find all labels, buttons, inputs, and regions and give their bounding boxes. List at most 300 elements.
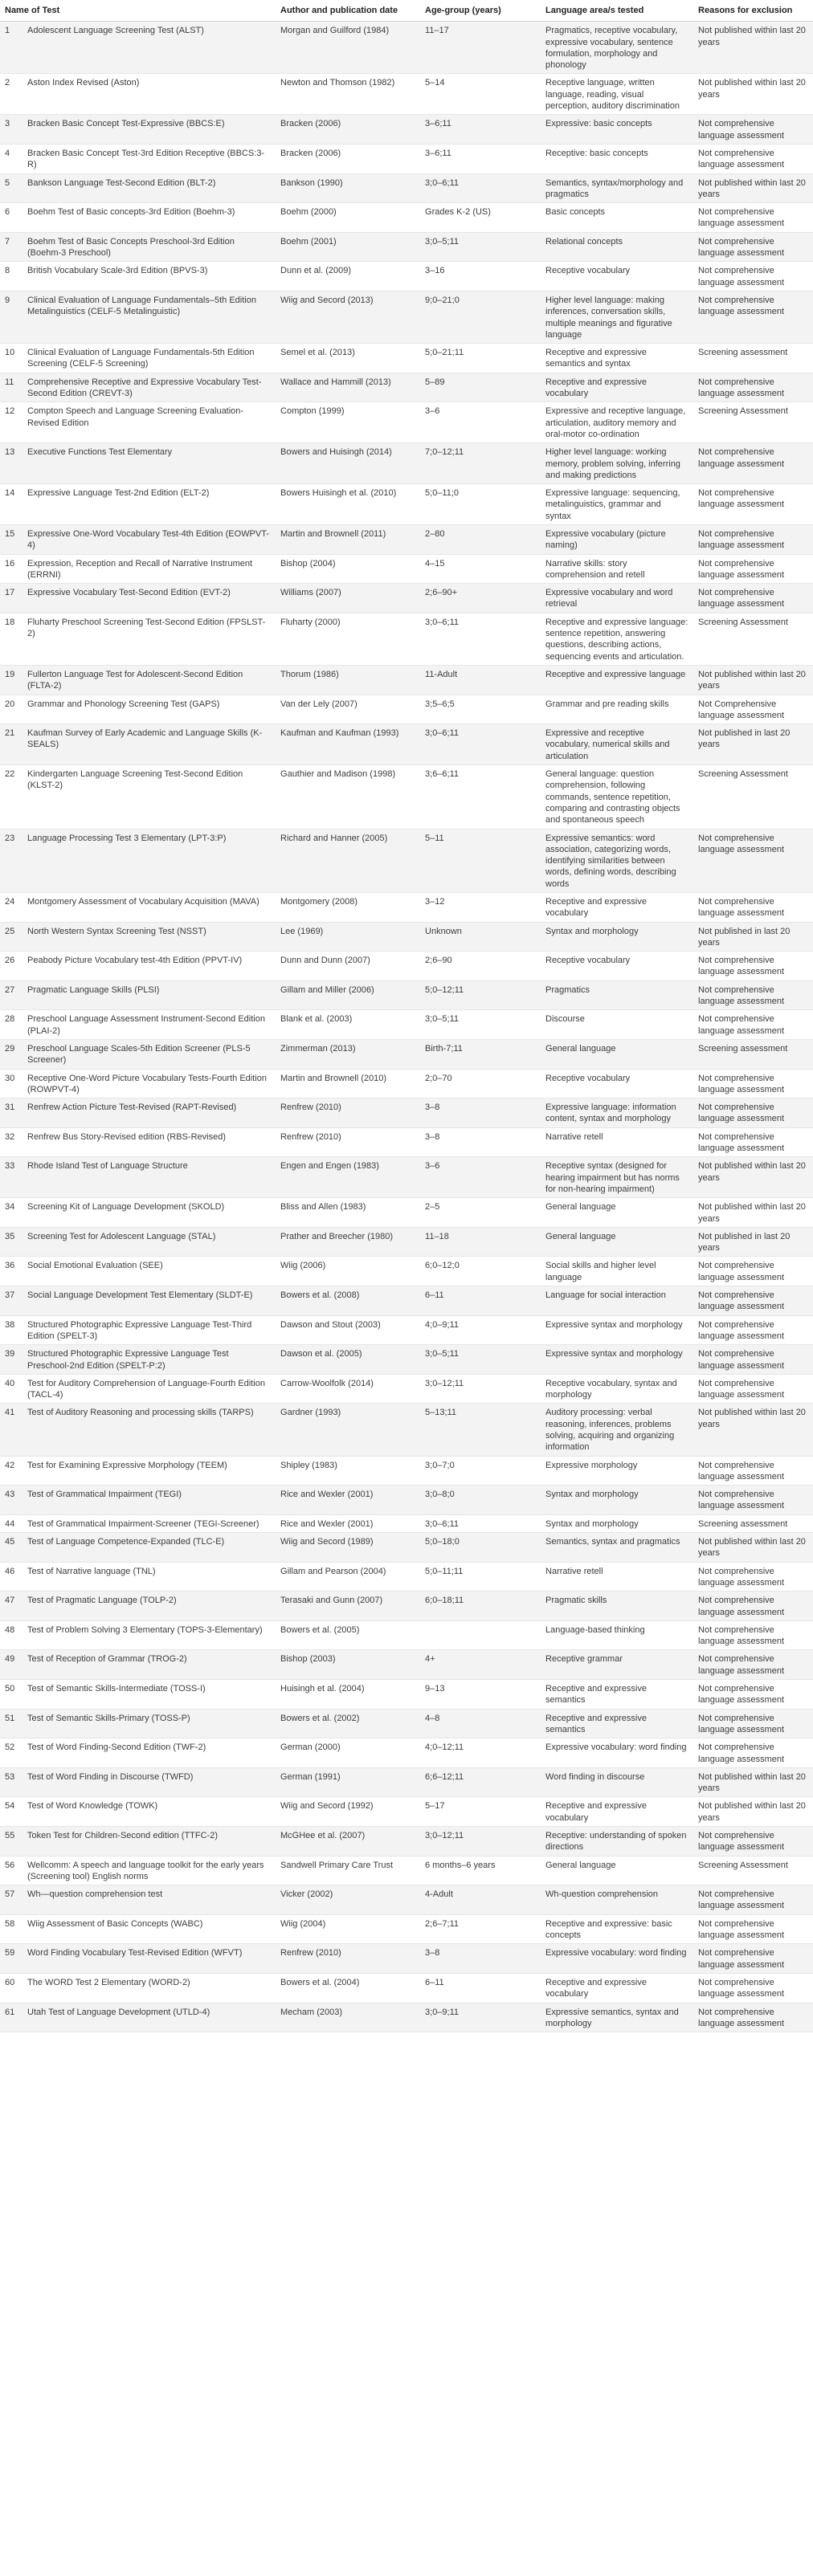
- exclusion-reason-cell: Not comprehensive language assessment: [693, 1973, 813, 2003]
- language-area-cell: Pragmatics, receptive vocabulary, expressive vocabulary, sentence formulation, morphology and phonology: [541, 22, 693, 74]
- language-area-cell: Receptive and expressive semantics and syntax: [541, 344, 693, 373]
- row-number-cell: 58: [0, 1914, 22, 1944]
- row-number-cell: 50: [0, 1680, 22, 1710]
- exclusion-reason-cell: Not comprehensive language assessment: [693, 584, 813, 613]
- table-row: [0, 344, 813, 373]
- row-number-cell: 38: [0, 1315, 22, 1345]
- row-number-cell: 12: [0, 402, 22, 443]
- row-number-cell: 23: [0, 829, 22, 892]
- table-row: [0, 1404, 813, 1456]
- exclusion-reason-cell: Not published in last 20 years: [693, 922, 813, 952]
- exclusion-reason-cell: Not comprehensive language assessment: [693, 1738, 813, 1768]
- language-area-cell: Narrative retell: [541, 1127, 693, 1157]
- age-group-cell: 6;0–12;0: [420, 1257, 541, 1286]
- language-area-cell: Grammar and pre reading skills: [541, 695, 693, 724]
- language-area-cell: Receptive and expressive language: sentence repetition, answering questions, describing actions, sequencing events and articulation.: [541, 613, 693, 665]
- author-date-cell: Mecham (2003): [276, 2003, 420, 2032]
- language-area-cell: Expressive morphology: [541, 1456, 693, 1486]
- exclusion-reason-cell: Not comprehensive language assessment: [693, 1010, 813, 1040]
- age-group-cell: 3–8: [420, 1944, 541, 1974]
- age-group-cell: 3–16: [420, 262, 541, 291]
- language-area-cell: Discourse: [541, 1010, 693, 1040]
- test-name-cell: Wh—question comprehension test: [22, 1885, 276, 1915]
- author-date-cell: Renfrew (2010): [276, 1944, 420, 1974]
- table-row: [0, 554, 813, 584]
- test-name-cell: Clinical Evaluation of Language Fundamentals–5th Edition Metalinguistics (CELF-5 Metalinguistic): [22, 291, 276, 343]
- table-row: [0, 1650, 813, 1680]
- exclusion-reason-cell: Not published in last 20 years: [693, 1227, 813, 1257]
- exclusion-reason-cell: Not comprehensive language assessment: [693, 1257, 813, 1286]
- language-area-cell: Expressive language: information content, syntax and morphology: [541, 1098, 693, 1128]
- table-row: [0, 1680, 813, 1710]
- header-language-area: Language area/s tested: [541, 0, 693, 22]
- author-date-cell: Wiig and Secord (2013): [276, 291, 420, 343]
- table-row: [0, 613, 813, 665]
- row-number-cell: 14: [0, 484, 22, 525]
- test-name-cell: Clinical Evaluation of Language Fundamentals-5th Edition Screening (CELF-5 Screening): [22, 344, 276, 373]
- age-group-cell: 3;0–5;11: [420, 232, 541, 262]
- test-name-cell: Test of Word Finding-Second Edition (TWF-2): [22, 1738, 276, 1768]
- table-row: [0, 1797, 813, 1827]
- author-date-cell: Terasaki and Gunn (2007): [276, 1592, 420, 1621]
- table-row: [0, 1227, 813, 1257]
- table-row: [0, 1098, 813, 1128]
- author-date-cell: Zimmerman (2013): [276, 1039, 420, 1069]
- test-name-cell: Test of Semantic Skills-Primary (TOSS-P): [22, 1709, 276, 1738]
- language-area-cell: Expressive vocabulary (picture naming): [541, 524, 693, 554]
- exclusion-reason-cell: Not comprehensive language assessment: [693, 1456, 813, 1486]
- test-name-cell: Test of Grammatical Impairment-Screener (TEGI-Screener): [22, 1514, 276, 1532]
- exclusion-reason-cell: Not published within last 20 years: [693, 173, 813, 203]
- exclusion-reason-cell: Not comprehensive language assessment: [693, 893, 813, 923]
- author-date-cell: German (1991): [276, 1767, 420, 1797]
- author-date-cell: Richard and Hanner (2005): [276, 829, 420, 892]
- language-area-cell: Receptive and expressive vocabulary: [541, 1973, 693, 2003]
- author-date-cell: Bankson (1990): [276, 173, 420, 203]
- exclusion-reason-cell: Not comprehensive language assessment: [693, 1345, 813, 1375]
- header-reasons: Reasons for exclusion: [693, 0, 813, 22]
- table-row: [0, 524, 813, 554]
- row-number-cell: 28: [0, 1010, 22, 1040]
- exclusion-reason-cell: Not comprehensive language assessment: [693, 2003, 813, 2032]
- author-date-cell: Dawson et al. (2005): [276, 1345, 420, 1375]
- age-group-cell: 3;0–12;11: [420, 1827, 541, 1857]
- language-area-cell: Language-based thinking: [541, 1620, 693, 1650]
- exclusion-reason-cell: Not comprehensive language assessment: [693, 232, 813, 262]
- author-date-cell: Shipley (1983): [276, 1456, 420, 1486]
- language-area-cell: Receptive and expressive semantics: [541, 1680, 693, 1710]
- row-number-cell: 22: [0, 765, 22, 829]
- test-name-cell: Expressive Vocabulary Test-Second Edition (EVT-2): [22, 584, 276, 613]
- language-area-cell: Semantics, syntax and pragmatics: [541, 1533, 693, 1563]
- test-name-cell: Test of Semantic Skills-Intermediate (TOSS-I): [22, 1680, 276, 1710]
- author-date-cell: Morgan and Guilford (1984): [276, 22, 420, 74]
- author-date-cell: Bishop (2003): [276, 1650, 420, 1680]
- row-number-cell: 17: [0, 584, 22, 613]
- language-area-cell: Higher level language: working memory, problem solving, inferring and making predictions: [541, 443, 693, 484]
- row-number-cell: 61: [0, 2003, 22, 2032]
- language-area-cell: Receptive and expressive language: [541, 665, 693, 695]
- author-date-cell: Gillam and Pearson (2004): [276, 1562, 420, 1592]
- exclusion-reason-cell: Not comprehensive language assessment: [693, 262, 813, 291]
- age-group-cell: 4–15: [420, 554, 541, 584]
- row-number-cell: 30: [0, 1069, 22, 1098]
- row-number-cell: 51: [0, 1709, 22, 1738]
- test-name-cell: British Vocabulary Scale-3rd Edition (BPVS-3): [22, 262, 276, 291]
- test-name-cell: Structured Photographic Expressive Language Test Preschool-2nd Edition (SPELT-P:2): [22, 1345, 276, 1375]
- test-name-cell: Peabody Picture Vocabulary test-4th Edition (PPVT-IV): [22, 952, 276, 981]
- language-area-cell: Receptive language, written language, reading, visual perception, auditory discrimination: [541, 74, 693, 115]
- header-row: [0, 0, 813, 22]
- table-row: [0, 144, 813, 173]
- header-name-of-test: Name of Test: [0, 0, 276, 22]
- test-name-cell: Kaufman Survey of Early Academic and Language Skills (K-SEALS): [22, 724, 276, 765]
- table-row: [0, 203, 813, 233]
- test-name-cell: Compton Speech and Language Screening Evaluation-Revised Edition: [22, 402, 276, 443]
- table-row: [0, 1198, 813, 1228]
- author-date-cell: Wiig (2006): [276, 1257, 420, 1286]
- table-row: [0, 402, 813, 443]
- language-area-cell: Relational concepts: [541, 232, 693, 262]
- test-name-cell: Expressive Language Test-2nd Edition (ELT-2): [22, 484, 276, 525]
- table-row: [0, 74, 813, 115]
- test-name-cell: Comprehensive Receptive and Expressive Vocabulary Test-Second Edition (CREVT-3): [22, 373, 276, 402]
- test-name-cell: Kindergarten Language Screening Test-Second Edition (KLST-2): [22, 765, 276, 829]
- age-group-cell: 9–13: [420, 1680, 541, 1710]
- table-body: [0, 22, 813, 2032]
- table-row: [0, 232, 813, 262]
- language-area-cell: Expressive vocabulary: word finding: [541, 1944, 693, 1974]
- author-date-cell: Thorum (1986): [276, 665, 420, 695]
- language-area-cell: Expressive and receptive vocabulary, numerical skills and articulation: [541, 724, 693, 765]
- author-date-cell: Compton (1999): [276, 402, 420, 443]
- age-group-cell: 3;0–12;11: [420, 1374, 541, 1404]
- age-group-cell: 2;0–70: [420, 1069, 541, 1098]
- author-date-cell: Gillam and Miller (2006): [276, 980, 420, 1010]
- author-date-cell: Newton and Thomson (1982): [276, 74, 420, 115]
- table-row: [0, 443, 813, 484]
- test-name-cell: Boehm Test of Basic Concepts Preschool-3rd Edition (Boehm-3 Preschool): [22, 232, 276, 262]
- author-date-cell: Gardner (1993): [276, 1404, 420, 1456]
- language-area-cell: Receptive: basic concepts: [541, 144, 693, 173]
- test-name-cell: Wiig Assessment of Basic Concepts (WABC): [22, 1914, 276, 1944]
- table-row: [0, 1039, 813, 1069]
- author-date-cell: Gauthier and Madison (1998): [276, 765, 420, 829]
- exclusion-reason-cell: Screening Assessment: [693, 613, 813, 665]
- language-area-cell: Narrative skills: story comprehension and retell: [541, 554, 693, 584]
- test-name-cell: Expression, Reception and Recall of Narrative Instrument (ERRNI): [22, 554, 276, 584]
- age-group-cell: 3–8: [420, 1127, 541, 1157]
- age-group-cell: 5–89: [420, 373, 541, 402]
- author-date-cell: Boehm (2000): [276, 203, 420, 233]
- language-area-cell: General language: [541, 1227, 693, 1257]
- table-row: [0, 1562, 813, 1592]
- test-name-cell: Test of Pragmatic Language (TOLP-2): [22, 1592, 276, 1621]
- row-number-cell: 33: [0, 1157, 22, 1198]
- row-number-cell: 41: [0, 1404, 22, 1456]
- exclusion-reason-cell: Not comprehensive language assessment: [693, 115, 813, 145]
- test-name-cell: Bracken Basic Concept Test-Expressive (BBCS:E): [22, 115, 276, 145]
- age-group-cell: 4+: [420, 1650, 541, 1680]
- row-number-cell: 57: [0, 1885, 22, 1915]
- table-row: [0, 980, 813, 1010]
- table-row: [0, 1456, 813, 1486]
- table-row: [0, 1315, 813, 1345]
- author-date-cell: Bowers et al. (2008): [276, 1286, 420, 1316]
- age-group-cell: 6–11: [420, 1286, 541, 1316]
- language-area-cell: Social skills and higher level language: [541, 1257, 693, 1286]
- language-area-cell: Syntax and morphology: [541, 1486, 693, 1515]
- table-row: [0, 1374, 813, 1404]
- row-number-cell: 2: [0, 74, 22, 115]
- row-number-cell: 5: [0, 173, 22, 203]
- language-area-cell: Pragmatics: [541, 980, 693, 1010]
- test-name-cell: Wellcomm: A speech and language toolkit for the early years (Screening tool) English norms: [22, 1856, 276, 1885]
- row-number-cell: 31: [0, 1098, 22, 1128]
- author-date-cell: Bishop (2004): [276, 554, 420, 584]
- row-number-cell: 32: [0, 1127, 22, 1157]
- exclusion-reason-cell: Not comprehensive language assessment: [693, 484, 813, 525]
- author-date-cell: Carrow-Woolfolk (2014): [276, 1374, 420, 1404]
- author-date-cell: Vicker (2002): [276, 1885, 420, 1915]
- test-name-cell: Bracken Basic Concept Test-3rd Edition Receptive (BBCS:3-R): [22, 144, 276, 173]
- row-number-cell: 25: [0, 922, 22, 952]
- author-date-cell: Montgomery (2008): [276, 893, 420, 923]
- exclusion-reason-cell: Not comprehensive language assessment: [693, 524, 813, 554]
- test-name-cell: Test of Language Competence-Expanded (TLC-E): [22, 1533, 276, 1563]
- exclusion-reason-cell: Not published within last 20 years: [693, 1157, 813, 1198]
- test-name-cell: Pragmatic Language Skills (PLSI): [22, 980, 276, 1010]
- age-group-cell: 3;0–5;11: [420, 1345, 541, 1375]
- age-group-cell: 2;6–7;11: [420, 1914, 541, 1944]
- exclusion-reason-cell: Not comprehensive language assessment: [693, 1286, 813, 1316]
- age-group-cell: 5;0–21;11: [420, 344, 541, 373]
- age-group-cell: 5–13;11: [420, 1404, 541, 1456]
- table-row: [0, 1620, 813, 1650]
- test-name-cell: Aston Index Revised (Aston): [22, 74, 276, 115]
- age-group-cell: 5–14: [420, 74, 541, 115]
- test-name-cell: Boehm Test of Basic concepts-3rd Edition (Boehm-3): [22, 203, 276, 233]
- author-date-cell: Renfrew (2010): [276, 1098, 420, 1128]
- test-name-cell: Preschool Language Assessment Instrument-Second Edition (PLAI-2): [22, 1010, 276, 1040]
- test-name-cell: Social Emotional Evaluation (SEE): [22, 1257, 276, 1286]
- author-date-cell: Prather and Breecher (1980): [276, 1227, 420, 1257]
- table-row: [0, 952, 813, 981]
- age-group-cell: 3–12: [420, 893, 541, 923]
- exclusion-reason-cell: Screening Assessment: [693, 765, 813, 829]
- test-name-cell: Test of Word Knowledge (TOWK): [22, 1797, 276, 1827]
- exclusion-reason-cell: Not comprehensive language assessment: [693, 1127, 813, 1157]
- table-row: [0, 1514, 813, 1532]
- test-name-cell: The WORD Test 2 Elementary (WORD-2): [22, 1973, 276, 2003]
- exclusion-reason-cell: Screening assessment: [693, 1039, 813, 1069]
- header-author: Author and publication date: [276, 0, 420, 22]
- exclusion-reason-cell: Not comprehensive language assessment: [693, 1944, 813, 1974]
- language-area-cell: Syntax and morphology: [541, 1514, 693, 1532]
- test-name-cell: Test of Narrative language (TNL): [22, 1562, 276, 1592]
- row-number-cell: 19: [0, 665, 22, 695]
- author-date-cell: Van der Lely (2007): [276, 695, 420, 724]
- language-area-cell: General language: question comprehension, following commands, sentence repetition, comparing and contrasting objects and spontaneous speech: [541, 765, 693, 829]
- test-name-cell: Screening Test for Adolescent Language (STAL): [22, 1227, 276, 1257]
- table-row: [0, 1592, 813, 1621]
- exclusion-reason-cell: Not comprehensive language assessment: [693, 829, 813, 892]
- row-number-cell: 11: [0, 373, 22, 402]
- table-row: [0, 922, 813, 952]
- exclusion-reason-cell: Not comprehensive language assessment: [693, 1620, 813, 1650]
- exclusion-reason-cell: Not comprehensive language assessment: [693, 1486, 813, 1515]
- row-number-cell: 16: [0, 554, 22, 584]
- author-date-cell: Bliss and Allen (1983): [276, 1198, 420, 1228]
- age-group-cell: 6;6–12;11: [420, 1767, 541, 1797]
- language-area-cell: Basic concepts: [541, 203, 693, 233]
- exclusion-reason-cell: Not comprehensive language assessment: [693, 203, 813, 233]
- table-row: [0, 1973, 813, 2003]
- age-group-cell: 2–80: [420, 524, 541, 554]
- exclusion-reason-cell: Not comprehensive language assessment: [693, 1650, 813, 1680]
- age-group-cell: 7;0–12;11: [420, 443, 541, 484]
- language-area-cell: Receptive vocabulary: [541, 262, 693, 291]
- language-area-cell: Expressive vocabulary: word finding: [541, 1738, 693, 1768]
- row-number-cell: 29: [0, 1039, 22, 1069]
- row-number-cell: 4: [0, 144, 22, 173]
- age-group-cell: [420, 1620, 541, 1650]
- table-row: [0, 1127, 813, 1157]
- exclusion-reason-cell: Not comprehensive language assessment: [693, 1069, 813, 1098]
- test-name-cell: Expressive One-Word Vocabulary Test-4th Edition (EOWPVT-4): [22, 524, 276, 554]
- test-name-cell: Test of Auditory Reasoning and processing skills (TARPS): [22, 1404, 276, 1456]
- language-area-cell: Expressive syntax and morphology: [541, 1345, 693, 1375]
- exclusion-reason-cell: Not published within last 20 years: [693, 1404, 813, 1456]
- author-date-cell: Wiig (2004): [276, 1914, 420, 1944]
- table-row: [0, 1885, 813, 1915]
- language-area-cell: Receptive grammar: [541, 1650, 693, 1680]
- table-row: [0, 1738, 813, 1768]
- exclusion-reason-cell: Not published within last 20 years: [693, 1767, 813, 1797]
- exclusion-reason-cell: Not comprehensive language assessment: [693, 1885, 813, 1915]
- age-group-cell: Birth-7;11: [420, 1039, 541, 1069]
- row-number-cell: 9: [0, 291, 22, 343]
- test-name-cell: Fluharty Preschool Screening Test-Second Edition (FPSLST-2): [22, 613, 276, 665]
- row-number-cell: 18: [0, 613, 22, 665]
- table-row: [0, 1157, 813, 1198]
- exclusion-reason-cell: Not comprehensive language assessment: [693, 443, 813, 484]
- language-area-cell: Syntax and morphology: [541, 922, 693, 952]
- age-group-cell: 3;0–8;0: [420, 1486, 541, 1515]
- age-group-cell: 5;0–18;0: [420, 1533, 541, 1563]
- table-row: [0, 1010, 813, 1040]
- table-row: [0, 1069, 813, 1098]
- table-row: [0, 829, 813, 892]
- row-number-cell: 53: [0, 1767, 22, 1797]
- age-group-cell: 5;0–12;11: [420, 980, 541, 1010]
- exclusion-reason-cell: Not comprehensive language assessment: [693, 1680, 813, 1710]
- author-date-cell: Engen and Engen (1983): [276, 1157, 420, 1198]
- row-number-cell: 48: [0, 1620, 22, 1650]
- test-name-cell: Test of Reception of Grammar (TROG-2): [22, 1650, 276, 1680]
- row-number-cell: 37: [0, 1286, 22, 1316]
- author-date-cell: Martin and Brownell (2010): [276, 1069, 420, 1098]
- language-area-cell: Wh-question comprehension: [541, 1885, 693, 1915]
- language-area-cell: Receptive and expressive vocabulary: [541, 1797, 693, 1827]
- language-area-cell: Receptive and expressive semantics: [541, 1709, 693, 1738]
- author-date-cell: Rice and Wexler (2001): [276, 1514, 420, 1532]
- row-number-cell: 1: [0, 22, 22, 74]
- age-group-cell: 6–11: [420, 1973, 541, 2003]
- author-date-cell: Bowers et al. (2005): [276, 1620, 420, 1650]
- row-number-cell: 15: [0, 524, 22, 554]
- table-row: [0, 1286, 813, 1316]
- row-number-cell: 54: [0, 1797, 22, 1827]
- row-number-cell: 24: [0, 893, 22, 923]
- language-area-cell: Auditory processing: verbal reasoning, inferences, problems solving, acquiring and organizing information: [541, 1404, 693, 1456]
- author-date-cell: Dunn and Dunn (2007): [276, 952, 420, 981]
- test-name-cell: Test of Problem Solving 3 Elementary (TOPS-3-Elementary): [22, 1620, 276, 1650]
- row-number-cell: 3: [0, 115, 22, 145]
- test-name-cell: Test of Grammatical Impairment (TEGI): [22, 1486, 276, 1515]
- author-date-cell: Bowers Huisingh et al. (2010): [276, 484, 420, 525]
- author-date-cell: Wiig and Secord (1992): [276, 1797, 420, 1827]
- row-number-cell: 59: [0, 1944, 22, 1974]
- language-area-cell: Expressive semantics, syntax and morphology: [541, 2003, 693, 2032]
- test-name-cell: Adolescent Language Screening Test (ALST): [22, 22, 276, 74]
- language-area-cell: Receptive vocabulary: [541, 952, 693, 981]
- row-number-cell: 35: [0, 1227, 22, 1257]
- author-date-cell: Bowers and Huisingh (2014): [276, 443, 420, 484]
- test-name-cell: Preschool Language Scales-5th Edition Screener (PLS-5 Screener): [22, 1039, 276, 1069]
- row-number-cell: 34: [0, 1198, 22, 1228]
- table-row: [0, 291, 813, 343]
- row-number-cell: 52: [0, 1738, 22, 1768]
- age-group-cell: 3;0–6;11: [420, 613, 541, 665]
- test-name-cell: Rhode Island Test of Language Structure: [22, 1157, 276, 1198]
- test-name-cell: Screening Kit of Language Development (SKOLD): [22, 1198, 276, 1228]
- row-number-cell: 13: [0, 443, 22, 484]
- age-group-cell: 3;0–6;11: [420, 724, 541, 765]
- exclusion-reason-cell: Not comprehensive language assessment: [693, 1562, 813, 1592]
- table-row: [0, 724, 813, 765]
- table-row: [0, 1827, 813, 1857]
- author-date-cell: Bracken (2006): [276, 115, 420, 145]
- row-number-cell: 55: [0, 1827, 22, 1857]
- age-group-cell: 3–6;11: [420, 115, 541, 145]
- author-date-cell: Dawson and Stout (2003): [276, 1315, 420, 1345]
- language-area-cell: Word finding in discourse: [541, 1767, 693, 1797]
- language-area-cell: General language: [541, 1856, 693, 1885]
- language-area-cell: General language: [541, 1198, 693, 1228]
- row-number-cell: 27: [0, 980, 22, 1010]
- language-area-cell: Receptive and expressive vocabulary: [541, 373, 693, 402]
- author-date-cell: Fluharty (2000): [276, 613, 420, 665]
- exclusion-reason-cell: Not comprehensive language assessment: [693, 1827, 813, 1857]
- table-row: [0, 1767, 813, 1797]
- exclusion-reason-cell: Not comprehensive language assessment: [693, 554, 813, 584]
- row-number-cell: 40: [0, 1374, 22, 1404]
- language-area-cell: Receptive vocabulary, syntax and morphology: [541, 1374, 693, 1404]
- author-date-cell: Lee (1969): [276, 922, 420, 952]
- exclusion-reason-cell: Not published in last 20 years: [693, 724, 813, 765]
- exclusion-reason-cell: Not comprehensive language assessment: [693, 144, 813, 173]
- author-date-cell: Huisingh et al. (2004): [276, 1680, 420, 1710]
- age-group-cell: 4-Adult: [420, 1885, 541, 1915]
- exclusion-reason-cell: Not published within last 20 years: [693, 665, 813, 695]
- row-number-cell: 39: [0, 1345, 22, 1375]
- table-row: [0, 484, 813, 525]
- row-number-cell: 20: [0, 695, 22, 724]
- age-group-cell: 3–6;11: [420, 144, 541, 173]
- language-area-cell: Pragmatic skills: [541, 1592, 693, 1621]
- row-number-cell: 43: [0, 1486, 22, 1515]
